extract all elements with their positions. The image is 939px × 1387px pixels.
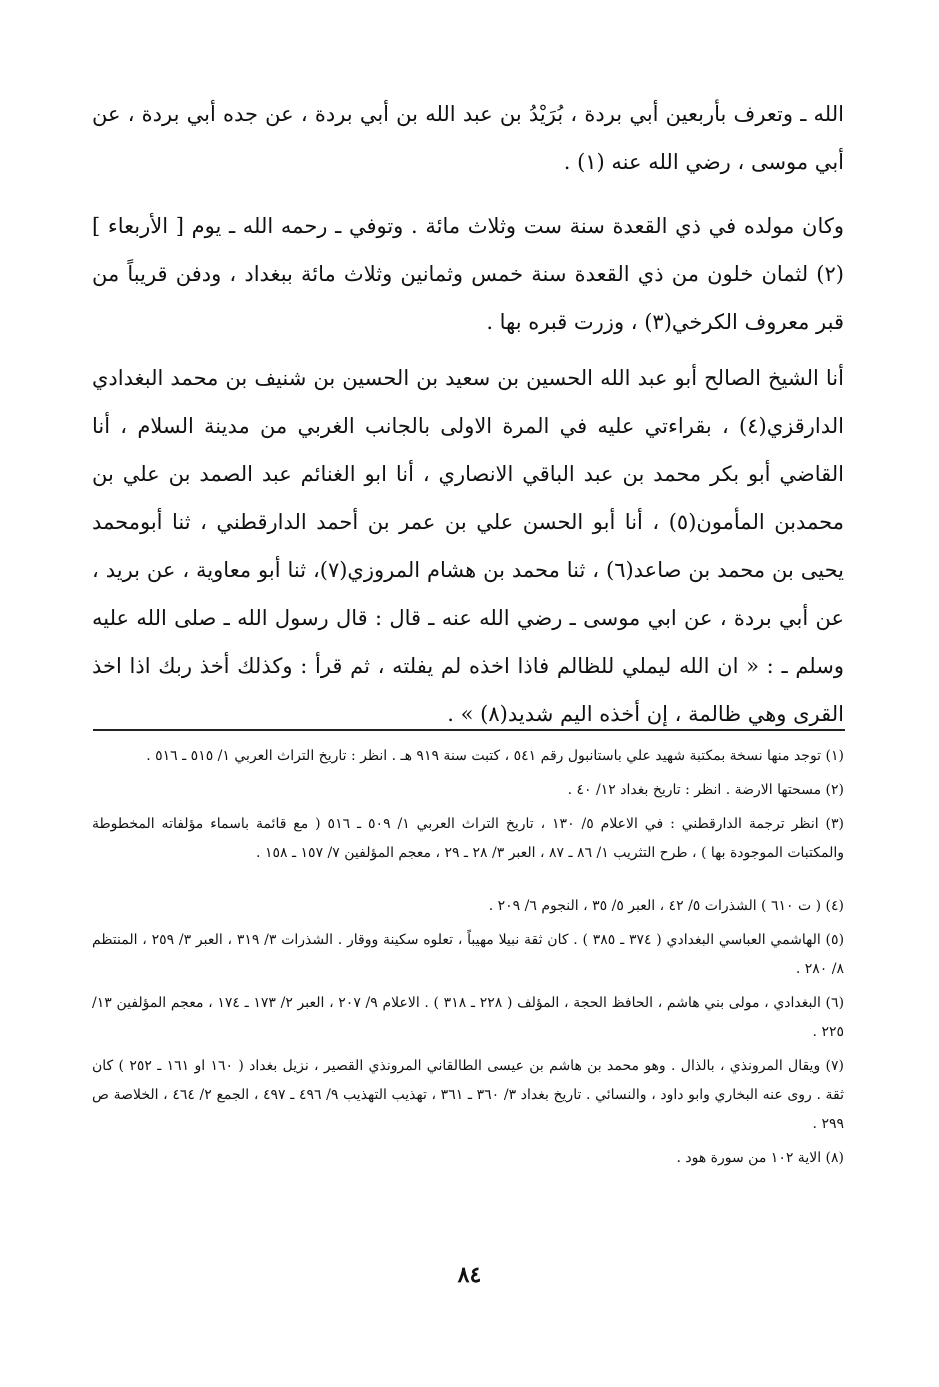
body-paragraph-3: أنا الشيخ الصالح أبو عبد الله الحسين بن سعيد بن الحسين بن شنيف بن محمد البغدادي الدارقزي(٤) ، بقراءتي عليه في المرة الاولى بالجانب الغربي من مدينة السلام ، أنا القاضي أبو بكر محمد بن عبد الباقي الانصاري ، أنا ابو الغنائم عبد الصمد بن علي بن محمدبن المأمون(٥) ، أنا أبو الحسن علي بن عمر بن أحمد الدارقطني ، ثنا أبومحمد يحيى بن محمد بن صاعد(٦) ، ثنا محمد بن هشام المروزي(٧)، ثنا أبو معاوية ، عن بريد ، عن أبي بردة ، عن ابي موسى ـ رضي الله عنه ـ قال : قال رسول الله ـ صلى الله عليه وسلم ـ : « ان الله ليملي للظالم فاذا اخذه لم يفلته ، ثم قرأ : وكذلك أخذ ربك اذا اخذ القرى وهي ظالمة ، إن أخذه اليم شديد(٨) » . — [92, 366, 845, 726]
footnote-8: (٨) الاية ١٠٢ من سورة هود . — [676, 1150, 844, 1166]
body-paragraph-1: الله ـ وتعرف بأربعين أبي بردة ، بُرَيْدُ بن عبد الله بن أبي بردة ، عن جده أبي بردة ، عن أبي موسى ، رضي الله عنه (١) . — [92, 102, 844, 174]
footnote-2: (٢) مسحتها الارضة . انظر : تاريخ بغداد ١٢/ ٤٠ . — [567, 782, 844, 798]
footnote-5: (٥) الهاشمي العباسي البغدادي ( ٣٧٤ ـ ٣٨٥ ) . كان ثقة نبيلا مهيباً ، تعلوه سكينة ووقار . الشذرات ٣/ ٣١٩ ، العبر ٣/ ٢٥٩ ، المنتظم ٨/ ٢٨٠ . — [92, 932, 845, 977]
footnote-3: (٣) انظر ترجمة الدارقطني : في الاعلام ٥/ ١٣٠ ، تاريخ التراث العربي ١/ ٥٠٩ ـ ٥١٦ ( مع قائمة باسماء مؤلفاته المخطوطة والمكتبات الموجودة بها ) ، طرح التثريب ١/ ٨٦ ـ ٨٧ ، العبر ٣/ ٢٨ ـ ٢٩ ، معجم المؤلفين ٧/ ١٥٧ ـ ١٥٨ . — [92, 816, 844, 861]
footnotes-list — [92, 742, 844, 1178]
footnote-divider — [93, 729, 845, 731]
footnote-6: (٦) البغدادي ، مولى بني هاشم ، الحافظ الحجة ، المؤلف ( ٢٢٨ ـ ٣١٨ ) . الاعلام ٩/ ٢٠٧ ، العبر ٢/ ١٧٣ ـ ١٧٤ ، معجم المؤلفين ١٣/ ٢٢٥ . — [92, 995, 845, 1040]
footnote-7: (٧) ويقال المرونذي ، بالذال . وهو محمد بن هاشم بن عيسى الطالقاني المرونذي القصير ، نزيل بغداد ( ١٦٠ او ١٦١ ـ ٢٥٢ ) كان ثقة . روى عنه البخاري وابو داود ، والنسائي . تاريخ بغداد ٣/ ٣٦٠ ـ ٣٦١ ، تهذيب التهذيب ٩/ ٤٩٦ ـ ٤٩٧ ، الجمع ٢/ ٤٦٤ ، الخلاصة ص ٢٩٩ . — [92, 1058, 845, 1132]
footnote-1: (١) توجد منها نسخة بمكتبة شهيد علي باستانبول رقم ٥٤١ ، كتبت سنة ٩١٩ هـ . انظر : تاريخ التراث العربي ١/ ٥١٥ ـ ٥١٦ . — [146, 748, 844, 764]
body-paragraph-2: وكان مولده في ذي القعدة سنة ست وثلاث مائة . وتوفي ـ رحمه الله ـ يوم [ الأربعاء ](٢) لثمان خلون من ذي القعدة سنة خمس وثمانين وثلاث مائة ببغداد ، ودفن قريباً من قبر معروف الكرخي(٣) ، وزرت قبره بها . — [92, 214, 844, 334]
footnote-4: (٤) ( ت ٦١٠ ) الشذرات ٥/ ٤٢ ، العبر ٥/ ٣٥ ، النجوم ٦/ ٢٠٩ . — [488, 898, 844, 914]
page-number: ٨٤ — [457, 1262, 482, 1288]
